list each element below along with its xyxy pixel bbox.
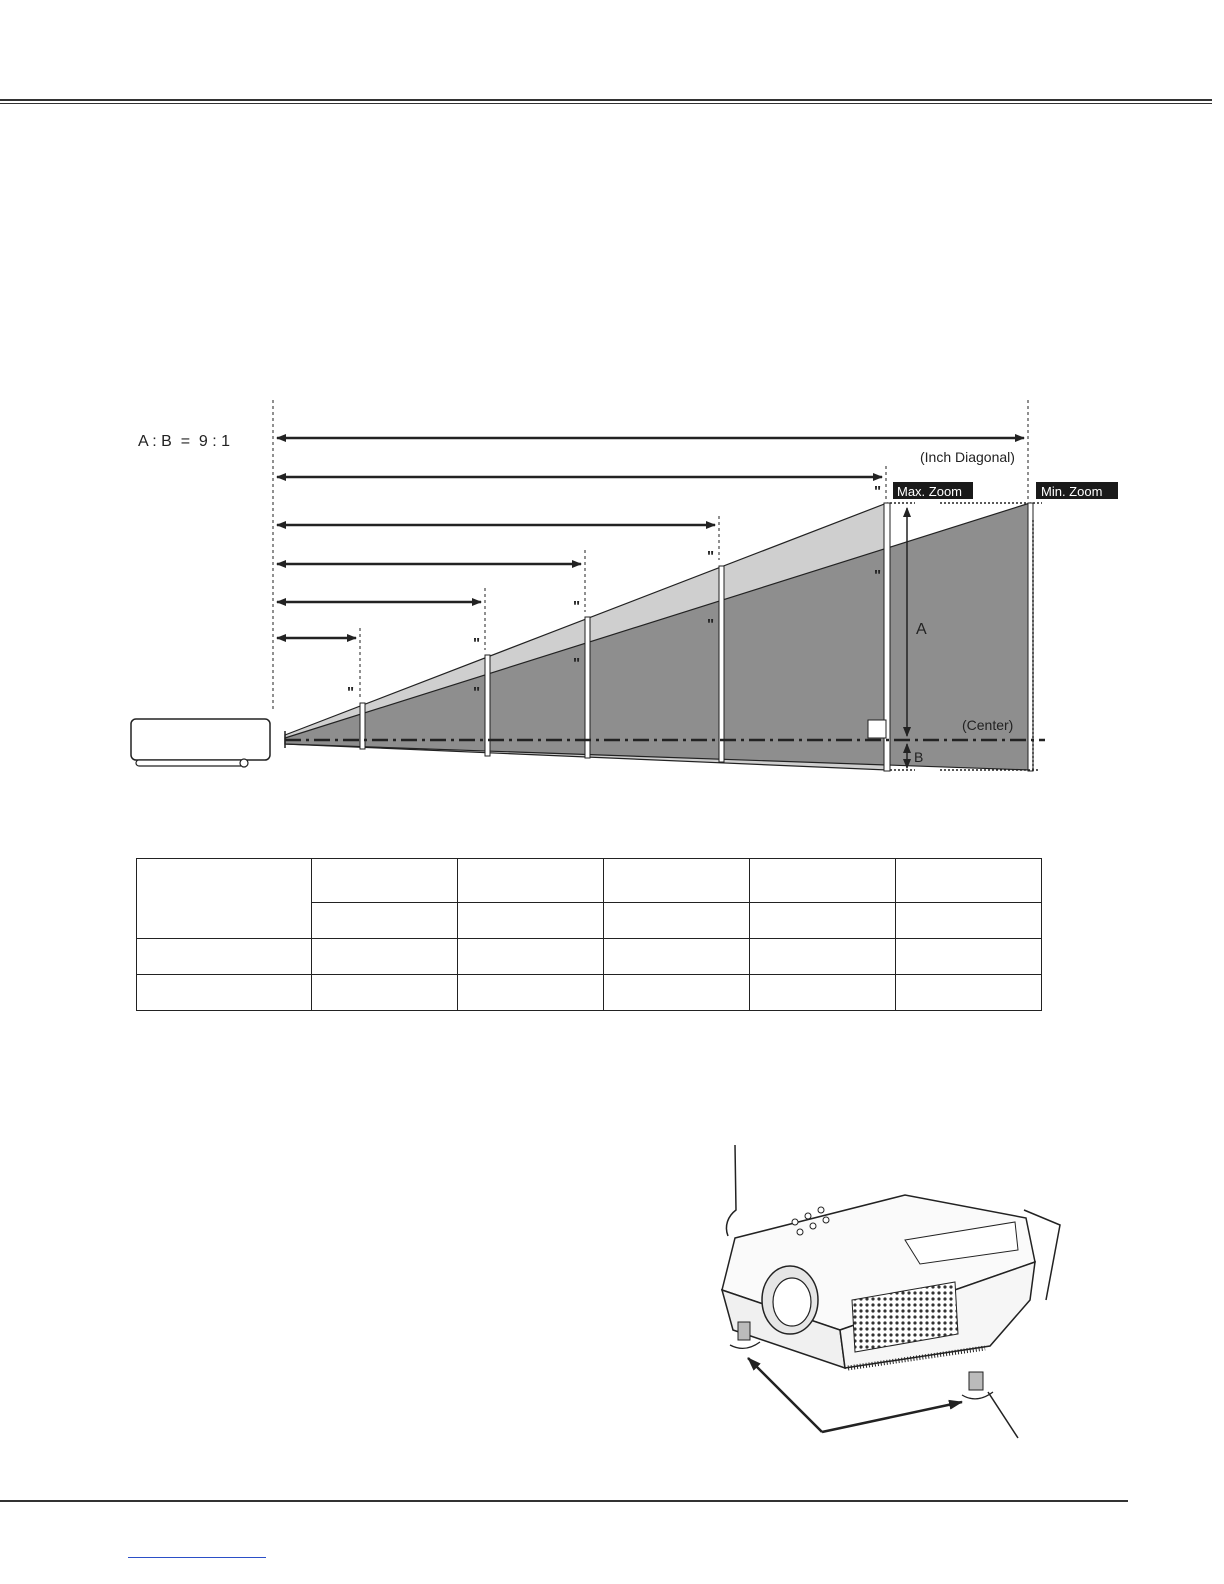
table-cell — [458, 859, 604, 903]
table-cell — [896, 859, 1042, 903]
min-zoom-label: Min. Zoom — [1041, 484, 1103, 499]
table-cell — [896, 939, 1042, 975]
table-cell — [896, 903, 1042, 939]
a-label: A — [916, 621, 927, 638]
table-cell — [896, 975, 1042, 1011]
svg-text:": " — [707, 616, 715, 633]
distance-table — [136, 858, 1042, 1011]
table-cell — [750, 975, 896, 1011]
table-cell — [312, 859, 458, 903]
screen-bar-3 — [585, 617, 590, 758]
table-header-cell — [137, 859, 312, 939]
inch-diagonal-label: (Inch Diagonal) — [920, 449, 1015, 465]
table-cell — [458, 903, 604, 939]
table-cell — [312, 975, 458, 1011]
table-cell — [750, 859, 896, 903]
table-cell — [458, 975, 604, 1011]
svg-text:": " — [473, 635, 481, 652]
table-cell — [604, 903, 750, 939]
adjustable-feet-illustration — [700, 1140, 1070, 1440]
b-label: B — [914, 749, 924, 765]
table-cell — [137, 975, 312, 1011]
table-cell — [312, 939, 458, 975]
table-cell — [604, 939, 750, 975]
center-label: (Center) — [962, 717, 1014, 733]
projector-icon — [131, 719, 285, 767]
footer-rule — [0, 1500, 1128, 1502]
svg-text:": " — [874, 567, 882, 584]
table-cell — [458, 939, 604, 975]
table-cell — [604, 859, 750, 903]
projection-distance-diagram — [0, 380, 1224, 800]
table-cell — [750, 939, 896, 975]
table-cell — [137, 939, 312, 975]
svg-text:": " — [573, 655, 581, 672]
max-zoom-label: Max. Zoom — [897, 484, 963, 499]
center-square — [868, 720, 886, 738]
svg-text:": " — [473, 684, 481, 701]
footer-link-underline[interactable] — [128, 1557, 266, 1558]
ratio-label: A : B = 9 : 1 — [138, 433, 231, 450]
table-cell — [604, 975, 750, 1011]
header-rule-bottom — [0, 103, 1212, 104]
table-cell — [750, 903, 896, 939]
screen-bar-4 — [719, 566, 724, 762]
table-cell — [312, 903, 458, 939]
header-rule-top — [0, 99, 1212, 101]
svg-text:": " — [707, 548, 715, 565]
screen-bar-1 — [360, 703, 365, 749]
svg-text:": " — [347, 684, 355, 701]
svg-text:": " — [874, 483, 882, 500]
svg-text:": " — [573, 598, 581, 615]
